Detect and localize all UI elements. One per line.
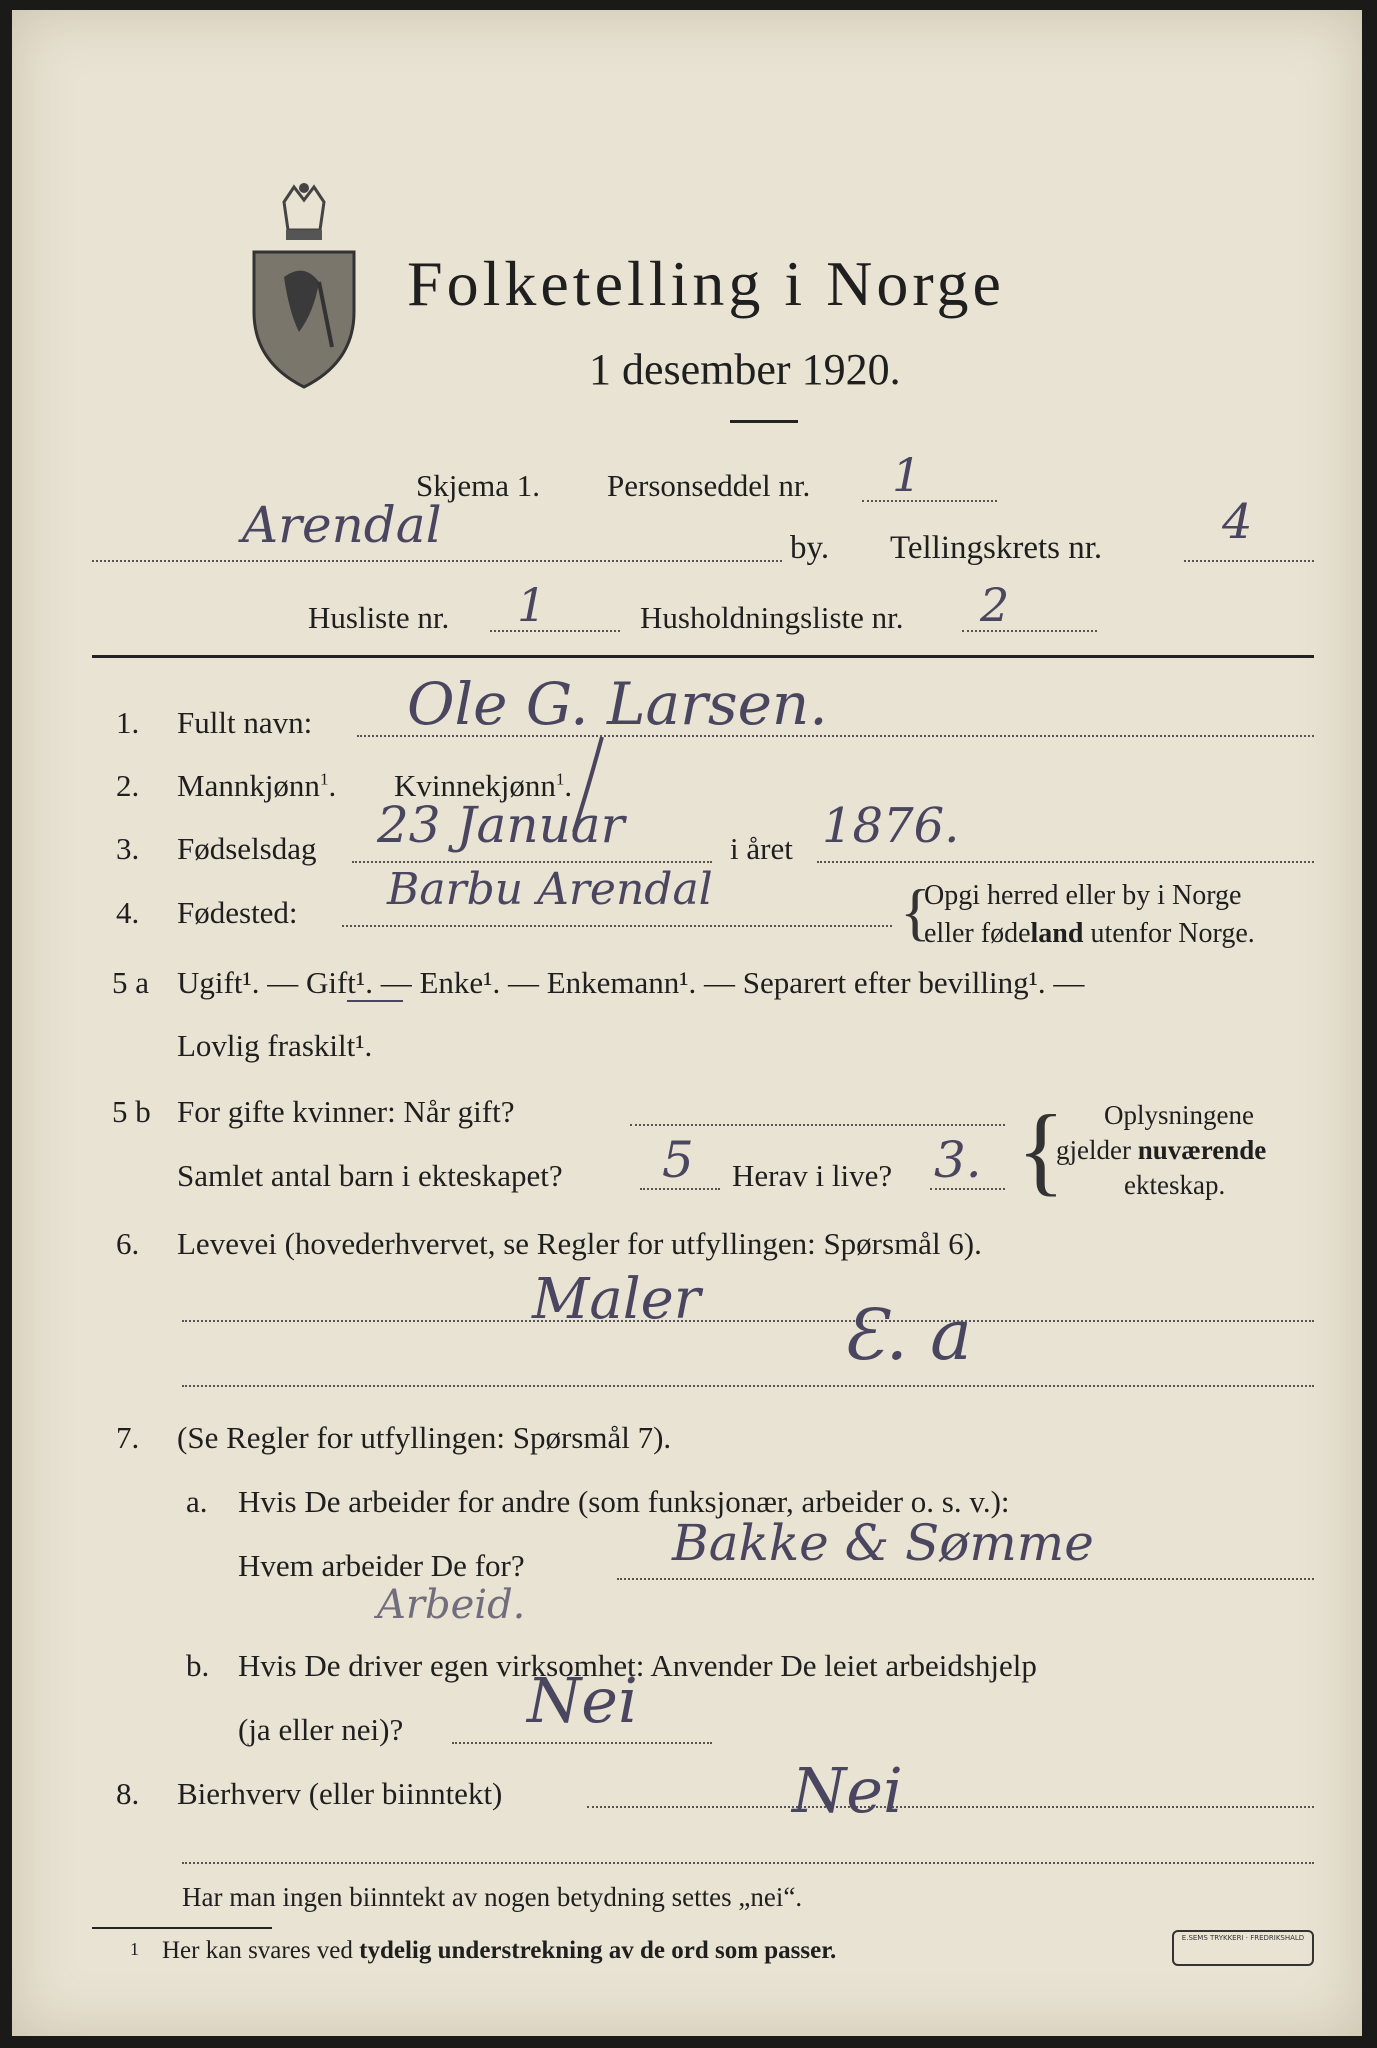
- q6-value: Maler: [532, 1267, 701, 1332]
- q8-label: Bierhverv (eller biinntekt): [177, 1776, 503, 1811]
- q5b-live-label: Herav i live?: [732, 1158, 893, 1193]
- q6-line-2: [182, 1385, 1314, 1387]
- q7b-line: [452, 1742, 712, 1744]
- q5a-options-2: Lovlig fraskilt¹.: [177, 1028, 373, 1063]
- q6-line-1: [182, 1320, 1314, 1322]
- q5a-number: 5 a: [112, 965, 150, 1000]
- footnote-text-a: Her kan svares ved: [162, 1937, 360, 1964]
- q7b-line-2: (ja eller nei)?: [238, 1712, 404, 1747]
- biinntekt-note: Har man ingen biinntekt av nogen betydning settes „nei“.: [182, 1882, 803, 1912]
- census-form: [12, 10, 1362, 2036]
- q5b-note-2b: nuværende: [1137, 1135, 1267, 1165]
- q4-note-1: Opgi herred eller by i Norge: [924, 880, 1242, 911]
- q6-number: 6.: [116, 1226, 140, 1261]
- coat-of-arms-emblem: [244, 182, 364, 392]
- q7b-letter: b.: [186, 1648, 210, 1683]
- title-divider: [730, 420, 798, 423]
- husholdning-label: Husholdningsliste nr.: [640, 600, 904, 635]
- footnote-mark: 1: [130, 1939, 139, 1959]
- q7-label: (Se Regler for utfyllingen: Spørsmål 7).: [177, 1420, 672, 1455]
- header-rule: [92, 655, 1314, 658]
- q5a-gift-underline: [347, 1000, 403, 1002]
- q2-mannkjonn: Mannkjønn$^1$.: [177, 768, 337, 803]
- q2-kvinnekjonn: Kvinnekjønn$^1$.: [394, 768, 573, 803]
- q5b-barn-value: 5: [662, 1131, 694, 1189]
- by-label: by.: [790, 530, 830, 566]
- q8-line-2: [182, 1862, 1314, 1864]
- q4-label: Fødested:: [177, 895, 298, 930]
- q7b-line-1: Hvis De driver egen virksomhet: Anvender De leiet arbeidshjelp: [238, 1648, 1037, 1683]
- q5b-number: 5 b: [112, 1094, 151, 1129]
- q5b-note-1: Oplysningene: [1104, 1100, 1254, 1130]
- q8-line-1: [587, 1806, 1314, 1808]
- q7-number: 7.: [116, 1420, 140, 1455]
- printer-stamp: [1172, 1930, 1314, 1966]
- skjema-label: Skjema 1.: [416, 468, 540, 503]
- q5b-note-3: ekteskap.: [1124, 1170, 1226, 1200]
- q3-label: Fødselsdag: [177, 831, 317, 866]
- footnote-text: [162, 1938, 836, 1963]
- tellingskrets-line: [1184, 560, 1314, 562]
- q7a-value-2: Arbeid.: [377, 1582, 526, 1628]
- q5b-note-2a: gjelder: [1056, 1135, 1138, 1165]
- q7a-letter: a.: [186, 1484, 208, 1519]
- q3-year-value: 1876.: [822, 798, 960, 854]
- q3-day-value: 23 Januar: [377, 796, 625, 854]
- q2-kvinnekjonn-label: Kvinnekjønn: [394, 768, 556, 803]
- husholdning-value: 2: [980, 578, 1010, 632]
- q7b-value: Nei: [527, 1664, 638, 1737]
- q4-value: Barbu Arendal: [387, 864, 713, 915]
- q4-brace: {: [900, 876, 931, 947]
- q7a-line-1: Hvis De arbeider for andre (som funksjonær, arbeider o. s. v.):: [238, 1484, 1010, 1519]
- q5b-brace: {: [1017, 1094, 1065, 1205]
- q4-line: [342, 925, 892, 927]
- q7a-line-2: Hvem arbeider De for?: [238, 1548, 525, 1583]
- q7a-value: Bakke & Sømme: [672, 1514, 1094, 1572]
- q1-value: Ole G. Larsen.: [407, 670, 828, 738]
- q4-number: 4.: [116, 895, 140, 930]
- printer-stamp-text: E.SEMS TRYKKERI · FREDRIKSHALD: [1181, 1934, 1305, 1942]
- q5b-label: For gifte kvinner: Når gift?: [177, 1094, 515, 1129]
- tellingskrets-label: Tellingskrets nr.: [890, 530, 1103, 566]
- q8-number: 8.: [116, 1776, 140, 1811]
- by-value: Arendal: [242, 496, 442, 554]
- q2-number: 2.: [116, 768, 140, 803]
- q1-label: Fullt navn:: [177, 705, 313, 740]
- q1-number: 1.: [116, 705, 140, 740]
- q5b-barn-label: Samlet antal barn i ekteskapet?: [177, 1158, 563, 1193]
- q4-note-2a: eller føde: [924, 918, 1031, 949]
- personseddel-label: Personseddel nr.: [607, 468, 811, 503]
- by-line: [92, 560, 782, 562]
- husliste-label: Husliste nr.: [308, 600, 450, 635]
- personseddel-value: 1: [892, 448, 922, 502]
- q7a-line: [617, 1578, 1314, 1580]
- q2-mannkjonn-label: Mannkjønn: [177, 768, 320, 803]
- q5a-options: Ugift¹. — Gift¹. — Enke¹. — Enkemann¹. — Separert efter bevilling¹. —: [177, 965, 1085, 1000]
- q8-value: Nei: [792, 1754, 903, 1827]
- q4-note-2b: land: [1030, 918, 1084, 949]
- personseddel-line: [862, 500, 997, 502]
- husliste-line: [490, 630, 620, 632]
- q3-number: 3.: [116, 831, 140, 866]
- footnote-text-b: tydelig understrekning av de ord som passer.: [359, 1937, 837, 1964]
- census-date: 1 desember 1920.: [589, 345, 901, 394]
- q5b-note-2: [1056, 1137, 1266, 1164]
- q4-note-2: [924, 920, 1255, 948]
- tellingskrets-value: 4: [1222, 494, 1253, 550]
- q3-year-line: [817, 861, 1314, 863]
- q5b-live-value: 3.: [934, 1131, 982, 1189]
- q6-value-2: Ɛ. a: [842, 1294, 972, 1376]
- husliste-value: 1: [517, 578, 547, 632]
- q3-day-line: [352, 861, 712, 863]
- q6-label: Levevei (hovederhvervet, se Regler for utfyllingen: Spørsmål 6).: [177, 1226, 982, 1261]
- q4-note-2c: utenfor Norge.: [1083, 918, 1255, 949]
- q5b-gift-line: [630, 1124, 1005, 1126]
- q3-year-label: i året: [730, 831, 793, 866]
- footnote-rule: [92, 1927, 272, 1929]
- form-title: Folketelling i Norge: [407, 248, 1005, 319]
